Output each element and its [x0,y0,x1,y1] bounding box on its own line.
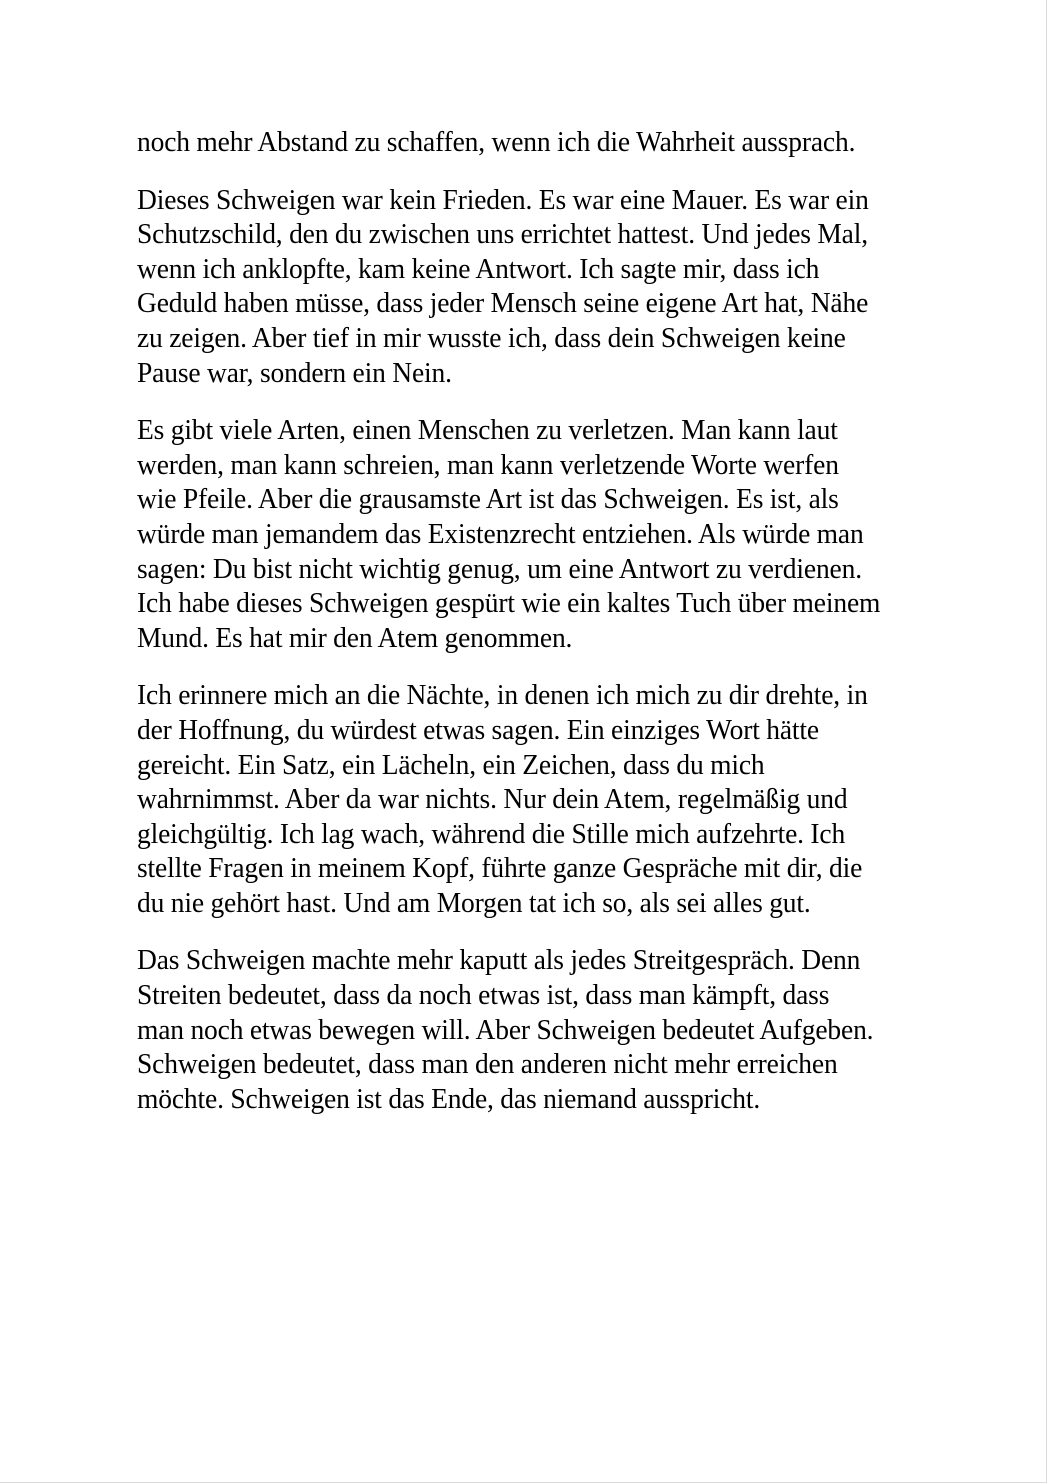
paragraph: Das Schweigen machte mehr kaputt als jedes Streitgespräch. Denn Streiten bedeutet, dass da noch etwas ist, dass man kämpft, dass man noch etwas bewegen will. Aber Schweigen bedeutet Aufgeben. Schweigen bedeutet, dass man den anderen nicht mehr erreichen möchte. Schweigen ist das Ende, das niemand ausspricht. [137,945,880,1115]
paragraph: Ich erinnere mich an die Nächte, in denen ich mich zu dir drehte, in der Hoffnung, du würdest etwas sagen. Ein einziges Wort hätte gereicht. Ein Satz, ein Lächeln, ein Zeichen, dass du mich wahrnimmst. Aber da war nichts. Nur dein Atem, regelmäßig und gleichgültig. Ich lag wach, während die Stille mich aufzehrte. Ich stellte Fragen in meinem Kopf, führte ganze Gespräche mit dir, die du nie gehört hast. Und am Morgen tat ich so, als sei alles gut. [137,680,875,919]
paragraph: noch mehr Abstand zu schaffen, wenn ich die Wahrheit aussprach. [137,127,856,158]
paragraph: Dieses Schweigen war kein Frieden. Es war eine Mauer. Es war ein Schutzschild, den du zwischen uns errichtet hattest. Und jedes Mal, wenn ich anklopfte, kam keine Antwort. Ich sagte mir, dass ich Geduld haben müsse, dass jeder Mensch seine eigene Art hat, Nähe zu zeigen. Aber tief in mir wusste ich, dass dein Schweigen keine Pause war, sondern ein Nein. [137,184,876,389]
paragraph: Es gibt viele Arten, einen Menschen zu verletzen. Man kann laut werden, man kann schreien, man kann verletzende Worte werfen wie Pfeile. Aber die grausamste Art ist das Schweigen. Es ist, als würde man jemandem das Existenzrecht entziehen. Als würde man sagen: Du bist nicht wichtig genug, um eine Antwort zu verdienen. Ich habe dieses Schweigen gespürt wie ein kaltes Tuch über meinem Mund. Es hat mir den Atem genommen. [137,415,887,654]
body-text-column [137,126,909,1117]
